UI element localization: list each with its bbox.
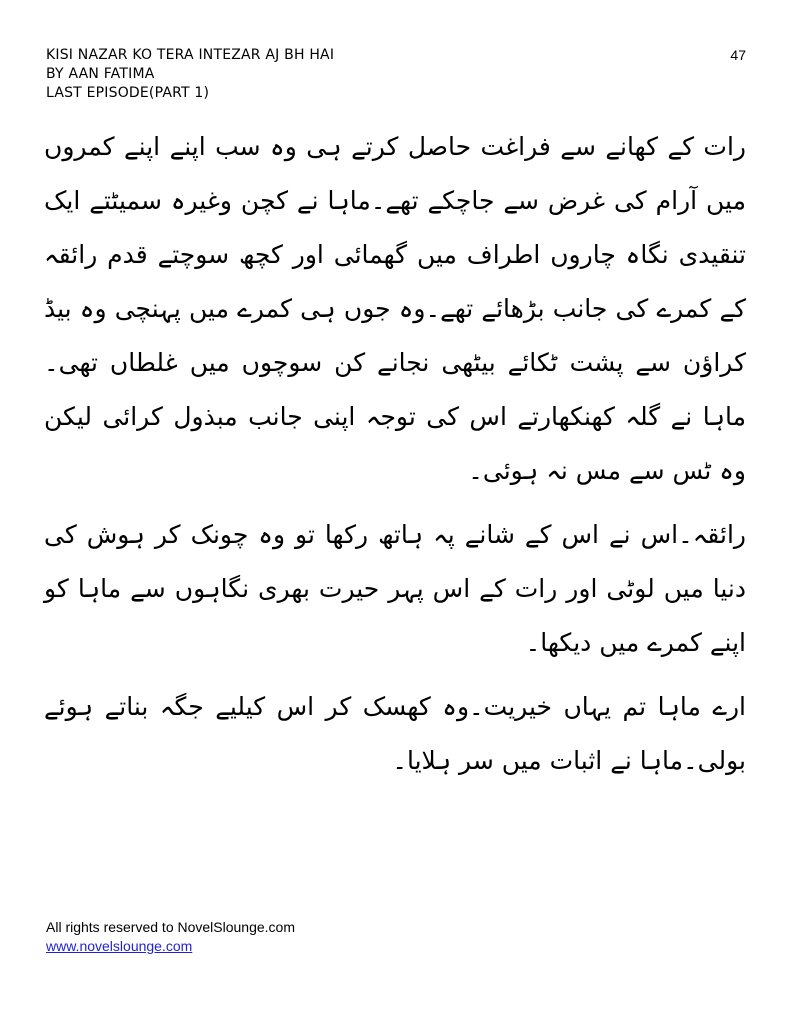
author-line: BY AAN FATIMA bbox=[46, 66, 155, 82]
story-body bbox=[44, 120, 746, 798]
paragraph-2: رائقہ۔اس نے اس کے شانے پہ ہاتھ رکھا تو وہ چونک کر ہوش کی دنیا میں لوٹی اور رات کے اس پہر حیرت بھری نگاہوں سے ماہا کو اپنے کمرے میں دیکھا۔ bbox=[44, 520, 746, 657]
paragraph-1: رات کے کھانے سے فراغت حاصل کرتے ہی وہ سب اپنے اپنے کمروں میں آرام کی غرض سے جاچکے تھے۔ماہا نے کچن وغیرہ سمیٹتے ایک تنقیدی نگاہ چاروں اطراف میں گھمائی اور کچھ سوچتے قدم رائقہ کے کمرے کی جانب بڑھائے تھے۔وہ جوں ہی کمرے میں پہنچی وہ بیڈ کراؤن سے پشت ٹکائے بیٹھی نجانے کن سوچوں میں غلطاں تھی۔ماہا نے گلہ کھنکھارتے اس کی توجہ اپنی جانب مبذول کرائی لیکن وہ ٹس سے مس نہ ہوئی۔ bbox=[44, 132, 746, 485]
website-link[interactable]: www.novelslounge.com bbox=[46, 938, 193, 954]
document-header bbox=[46, 46, 546, 103]
novel-title: KISI NAZAR KO TERA INTEZAR AJ BH HAI bbox=[46, 47, 335, 63]
page-number: 47 bbox=[730, 47, 746, 63]
rights-notice: All rights reserved to NovelSlounge.com bbox=[46, 919, 296, 935]
paragraph-3: ارے ماہا تم یہاں خیریت۔وہ کھسک کر اس کیلیے جگہ بناتے ہوئے بولی۔ماہا نے اثبات میں سر ہلایا۔ bbox=[44, 692, 746, 775]
episode-line: LAST EPISODE(PART 1) bbox=[46, 85, 210, 101]
document-footer bbox=[46, 918, 295, 956]
